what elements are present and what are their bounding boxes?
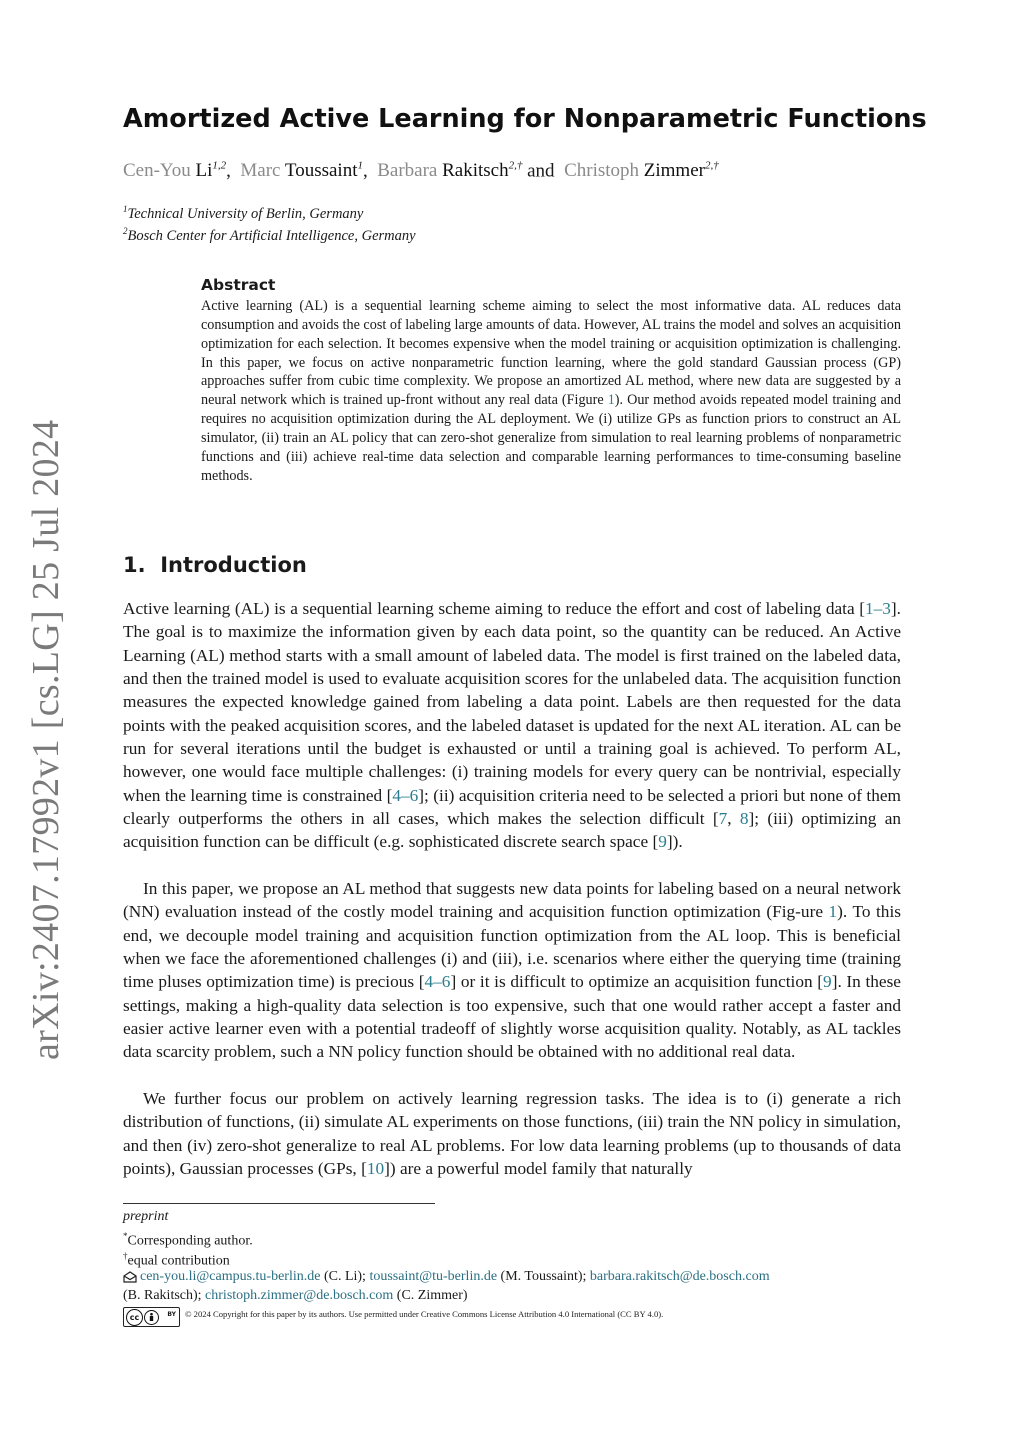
author: Barbara Rakitsch$^{2,\dagger}$ <box>377 160 523 182</box>
figure-link[interactable]: 1 <box>828 902 838 922</box>
author: Cen-You Li$^{1,2}$ <box>123 160 227 182</box>
figure-link[interactable]: 1 <box>607 392 615 409</box>
author: Christoph Zimmer$^{2,\dagger}$ <box>564 160 719 182</box>
attribution-icon <box>144 1310 159 1325</box>
author: Marc Toussaint$^1$ <box>240 160 363 182</box>
by-label: BY <box>167 1311 176 1318</box>
cc-icon: cc <box>126 1309 143 1326</box>
email-link[interactable]: toussaint@tu-berlin.de <box>369 1269 498 1284</box>
citation-link[interactable]: 4–6 <box>392 785 419 805</box>
citation-link[interactable]: 1–3 <box>865 599 891 618</box>
affiliation: $^2$Bosch Center for Artificial Intelligence, Germany <box>123 226 416 244</box>
email-icon <box>123 1271 137 1283</box>
license-text: © 2024 Copyright for this paper by its authors. Use permitted under Creative Commons License Attribution 4.0 International (CC BY 4.0). <box>185 1309 664 1319</box>
affiliation: $^1$Technical University of Berlin, Germany <box>123 204 364 222</box>
cc-by-badge-icon[interactable] <box>123 1307 180 1327</box>
abstract-text: Active learning (AL) is a sequential learning scheme aiming to select the most informative data. AL reduces data consumption and avoids the cost of labeling large amounts of data. However, AL trains the model and solves an acquisition optimization for each selection. It becomes expensive when the model training or acquisition optimization is challenging. In this paper, we focus on active nonparametric function learning, where the gold standard Gaussian process (GP) approaches suffer from cubic time complexity. We propose an amortized AL method, where new data are suggested by a neural network which is trained up-front without any real data (Figure 1). Our method avoids repeated model training and requires no acquisition optimization during the AL deployment. We (i) utilize GPs as function priors to construct an AL simulator, (ii) train an AL policy that can zero-shot generalize from simulation to real learning problems of nonparametric functions and (iii) achieve real-time data selection and comparable learning performances to time-consuming baseline methods. <box>201 298 901 484</box>
section-heading: 1. Introduction <box>123 553 307 577</box>
footnote-divider <box>123 1203 435 1204</box>
arxiv-identifier: arXiv:2407.17992v1 [cs.LG] 25 Jul 2024 <box>25 419 67 1060</box>
intro-paragraph-3: We further focus our problem on actively learning regression tasks. The idea is to (i) generate a rich distribution of functions, (ii) simulate AL experiments on those functions, (iii) train the NN policy in simulation, and then (iv) zero-shot generalize to real AL problems. For low data learning problems (up to thousands of data points), Gaussian processes (GPs, [10]) are a powerful model family that naturally <box>123 1089 901 1179</box>
author-list: Cen-You Li$^{1,2}$, Marc Toussaint$^1$, Barbara Rakitsch$^{2,\dagger}$ and Christoph Zimmer$^{2,\dagger}$ <box>123 160 719 182</box>
intro-paragraph-1: Active learning (AL) is a sequential learning scheme aiming to reduce the effort and cost of labeling data [1–3]. The goal is to maximize the information given by each data point, so the quantity can be reduced. An Active Learning (AL) method starts with a small amount of labeled data. The model is first trained on the labeled data, and then the trained model is used to evaluate acquisition scores for the unlabeled data. The acquisition function measures the expected knowledge gained from labeling a data point. Labels are then requested for the data points with the peaked acquisition scores, and the labeled dataset is updated for the next AL iteration. AL can be run for several iterations until the budget is exhausted or until a training goal is achieved. To perform AL, however, one would face multiple challenges: (i) training models for every query can be nontrivial, especially when the learning time is constrained [4–6]; (ii) acquisition criteria need to be selected a priori but none of them clearly outperforms the others in all cases, which makes the selection difficult [7, 8]; (iii) optimizing an acquisition function can be difficult (e.g. sophisticated discrete search space [9]). <box>123 599 902 852</box>
footnote-preprint: preprint <box>123 1209 169 1224</box>
footnote-emails: cen-you.li@campus.tu-berlin.de (C. Li); toussaint@tu-berlin.de (M. Toussaint); barbara.rakitsch@de.bosch.com <box>123 1267 770 1287</box>
intro-paragraph-2: In this paper, we propose an AL method that suggests new data points for labeling based on a neural network (NN) evaluation instead of the costly model training and acquisition function optimization (Fig-ure 1). To this end, we decouple model training and acquisition function optimization from the AL loop. This is beneficial when we face the aforementioned challenges (i) and (iii), i.e. scenarios where either the querying time (training time pluses optimization time) is precious [4–6] or it is difficult to optimize an acquisition function [9]. In these settings, making a high-quality data selection is too expensive, such that one would rather accept a faster and easier active learner even with a potential tradeoff of slightly worse acquisition quality. Notably, as AL tackles data scarcity problem, such a NN policy function should be obtained with no additional real data. <box>123 879 901 1062</box>
email-link[interactable]: cen-you.li@campus.tu-berlin.de <box>140 1269 321 1284</box>
citation-link[interactable]: 10 <box>366 1159 385 1179</box>
citation-link[interactable]: 8 <box>739 809 749 829</box>
footnote-equal: †equal contribution <box>123 1251 230 1269</box>
paper-title: Amortized Active Learning for Nonparametric Functions <box>123 104 927 134</box>
email-link[interactable]: barbara.rakitsch@de.bosch.com <box>589 1269 770 1284</box>
citation-link[interactable]: 9 <box>658 832 667 852</box>
citation-link[interactable]: 4–6 <box>424 972 451 992</box>
footnote-emails-cont: (B. Rakitsch); christoph.zimmer@de.bosch.com (C. Zimmer) <box>123 1288 468 1303</box>
citation-link[interactable]: 7 <box>718 809 728 829</box>
email-link[interactable]: christoph.zimmer@de.bosch.com <box>205 1288 394 1303</box>
footnote-corresponding: *Corresponding author. <box>123 1231 253 1249</box>
citation-link[interactable]: 9 <box>823 972 832 992</box>
abstract-heading: Abstract <box>201 276 276 294</box>
